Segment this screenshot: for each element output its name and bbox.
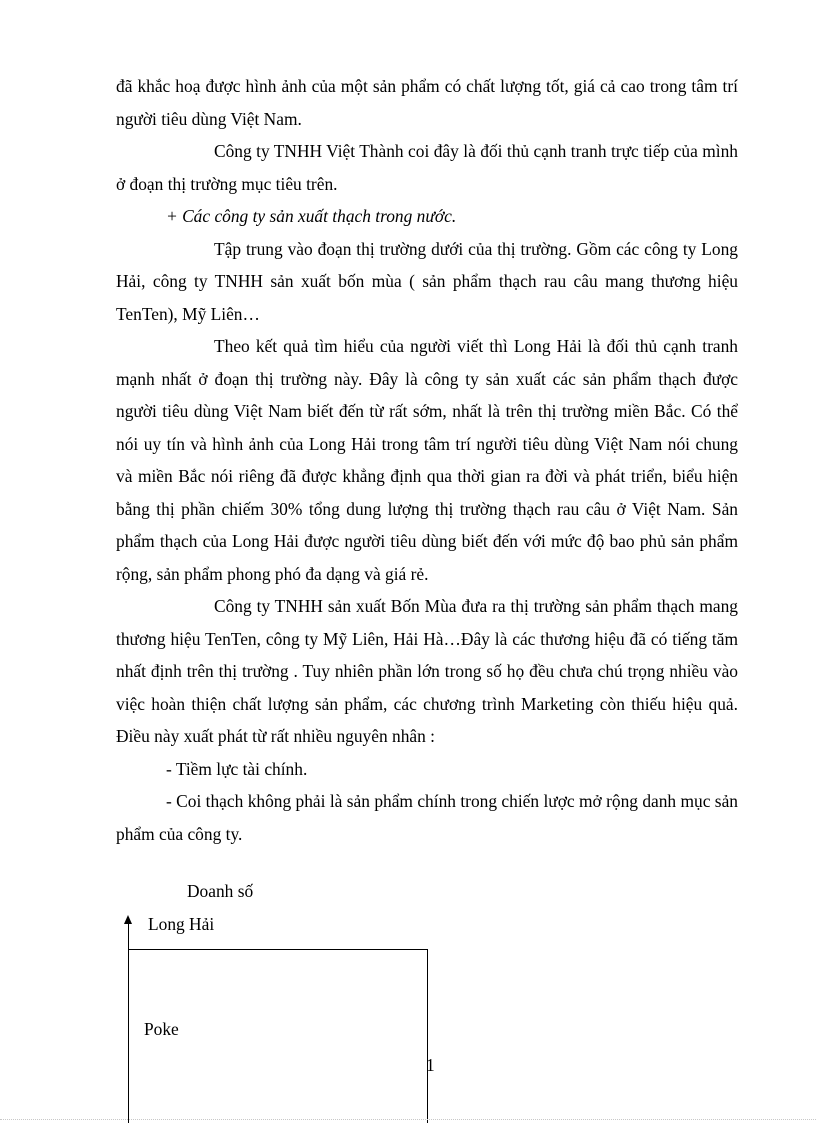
vertical-axis xyxy=(128,922,130,1123)
bullet-financial: - Tiềm lực tài chính. xyxy=(166,758,308,779)
page-number: 1 xyxy=(426,1055,435,1075)
page-bottom-border xyxy=(0,1119,816,1120)
paragraph-viet-thanh: Công ty TNHH Việt Thành coi đây là đối thủ cạnh tranh trực tiếp của mình ở đoạn thị trường mục tiêu trên. xyxy=(116,141,738,194)
box-top-edge xyxy=(128,949,427,950)
paragraph-continuation: đã khắc hoạ được hình ảnh của một sản phẩm có chất lượng tốt, giá cả cao trong tâm trí người tiêu dùng Việt Nam. xyxy=(116,76,738,129)
paragraph-domestic-companies: Tập trung vào đoạn thị trường dưới của thị trường. Gồm các công ty Long Hải, công ty TNHH sản xuất bốn mùa ( sản phẩm thạch rau câu mang thương hiệu TenTen), Mỹ Liên… xyxy=(116,238,738,324)
bullet-strategy: - Coi thạch không phải là sản phẩm chính trong chiến lược mở rộng danh mục sản phẩm của công ty. xyxy=(116,791,738,844)
top-label: Long Hải xyxy=(148,914,215,934)
body-text xyxy=(116,70,738,850)
box-label: Poke xyxy=(144,1019,179,1039)
paragraph-long-hai: Theo kết quả tìm hiểu của người viết thì Long Hải là đối thủ cạnh tranh mạnh nhất ở đoạn thị trường này. Đây là công ty sản xuất các sản phẩm thạch được người tiêu dùng Việt Nam biết đến từ rất sớm, nhất là trên thị trường miền Bắc. Có thể nói uy tín và hình ảnh của Long Hải trong tâm trí người tiêu dùng Việt Nam nói chung và miền Bắc nói riêng đã được khẳng định qua thời gian ra đời và phát triển, biểu hiện bằng thị phần chiếm 30% tổng dung lượng thị trường thạch rau câu ở Việt Nam. Sản phẩm thạch của Long Hải được người tiêu dùng biết đến với mức độ bao phủ sản phẩm rộng, sản phẩm phong phó đa dạng và giá rẻ. xyxy=(116,336,738,584)
box-right-edge xyxy=(427,949,428,1123)
axis-label: Doanh số xyxy=(187,881,254,901)
paragraph-bon-mua: Công ty TNHH sản xuất Bốn Mùa đưa ra thị trường sản phẩm thạch mang thương hiệu TenTen, công ty Mỹ Liên, Hải Hà…Đây là các thương hiệu đã có tiếng tăm nhất định trên thị trường . Tuy nhiên phần lớn trong số họ đều chưa chú trọng nhiều vào việc hoàn thiện chất lượng sản phẩm, các chương trình Marketing còn thiếu hiệu quả. Điều này xuất phát từ rất nhiều nguyên nhân : xyxy=(116,596,738,746)
section-heading: + Các công ty sản xuất thạch trong nước. xyxy=(166,206,457,226)
